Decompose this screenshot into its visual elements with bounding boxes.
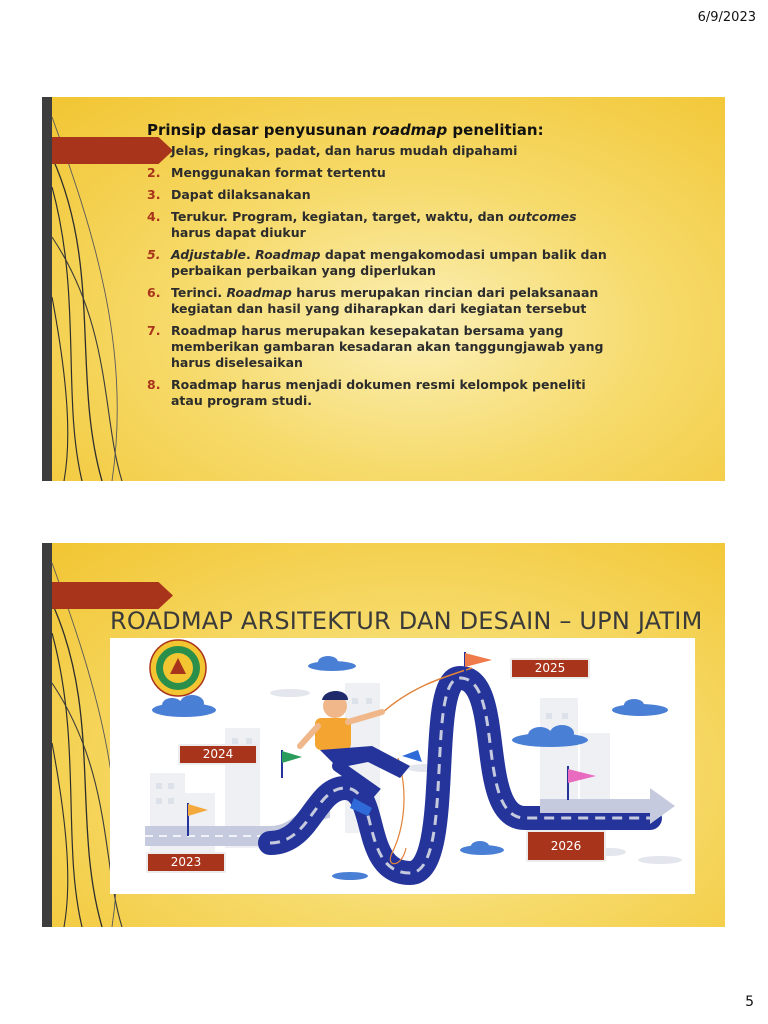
principles-list [147,143,617,409]
principle-text: Terinci. [171,285,227,300]
principle-item [147,143,617,159]
principle-number: 2. [147,165,161,180]
principle-item [147,209,617,241]
principle-number: 3. [147,187,161,202]
principle-number: 5. [147,247,161,262]
principle-number: 4. [147,209,161,224]
principle-item [147,285,617,317]
principle-item [147,377,617,409]
principle-number: 7. [147,323,161,338]
principle-number: 6. [147,285,161,300]
year-label-2025: 2025 [510,658,590,679]
print-date: 6/9/2023 [697,10,756,25]
principle-text: Adjustable [171,247,246,262]
red-arrow-marker [52,582,173,609]
principle-text: harus dapat diukur [171,225,306,240]
principle-item [147,165,617,181]
year-label-2023: 2023 [146,852,226,873]
roadmap-illustration [110,638,695,894]
principle-text: outcomes [508,209,577,224]
principles-content [147,121,617,415]
principle-text: dapat mengakomodasi umpan balik dan perbaikan perbaikan yang diperlukan [171,247,607,278]
heading-text-end: penelitian: [447,121,544,139]
principle-item [147,187,617,203]
principles-heading [147,121,617,139]
page-number: 5 [745,994,754,1010]
principle-text: Terukur. Program, kegiatan, target, waktu, dan [171,209,509,224]
roadmap-title: ROADMAP ARSITEKTUR DAN DESAIN – UPN JATIM [110,607,703,635]
principle-text: Dapat dilaksanakan [171,187,311,202]
principle-text: Menggunakan format tertentu [171,165,386,180]
principle-text: Roadmap harus merupakan kesepakatan bersama yang memberikan gambaran kesadaran akan tanggungjawab yang harus diselesaikan [171,323,604,370]
principle-text: Roadmap [226,285,292,300]
principle-number: 8. [147,377,161,392]
heading-emphasis: roadmap [372,121,448,139]
principle-text: harus merupakan rincian dari pelaksanaan kegiatan dan hasil yang diharapkan dari kegiatan tersebut [171,285,599,316]
heading-text: Prinsip dasar penyusunan [147,121,373,139]
principle-text: Jelas, ringkas, padat, dan harus mudah dipahami [171,143,518,158]
slide-roadmap [42,543,725,927]
year-label-2026: 2026 [526,830,606,862]
university-logo [150,640,206,696]
principle-item [147,323,617,371]
principle-text: Roadmap [255,247,321,262]
year-label-2024: 2024 [178,744,258,765]
principle-text: Roadmap harus menjadi dokumen resmi kelompok peneliti atau program studi. [171,377,586,408]
principle-item [147,247,617,279]
principle-number: 1. [147,143,161,158]
principle-text: . [245,247,256,262]
slide-principles [42,97,725,481]
